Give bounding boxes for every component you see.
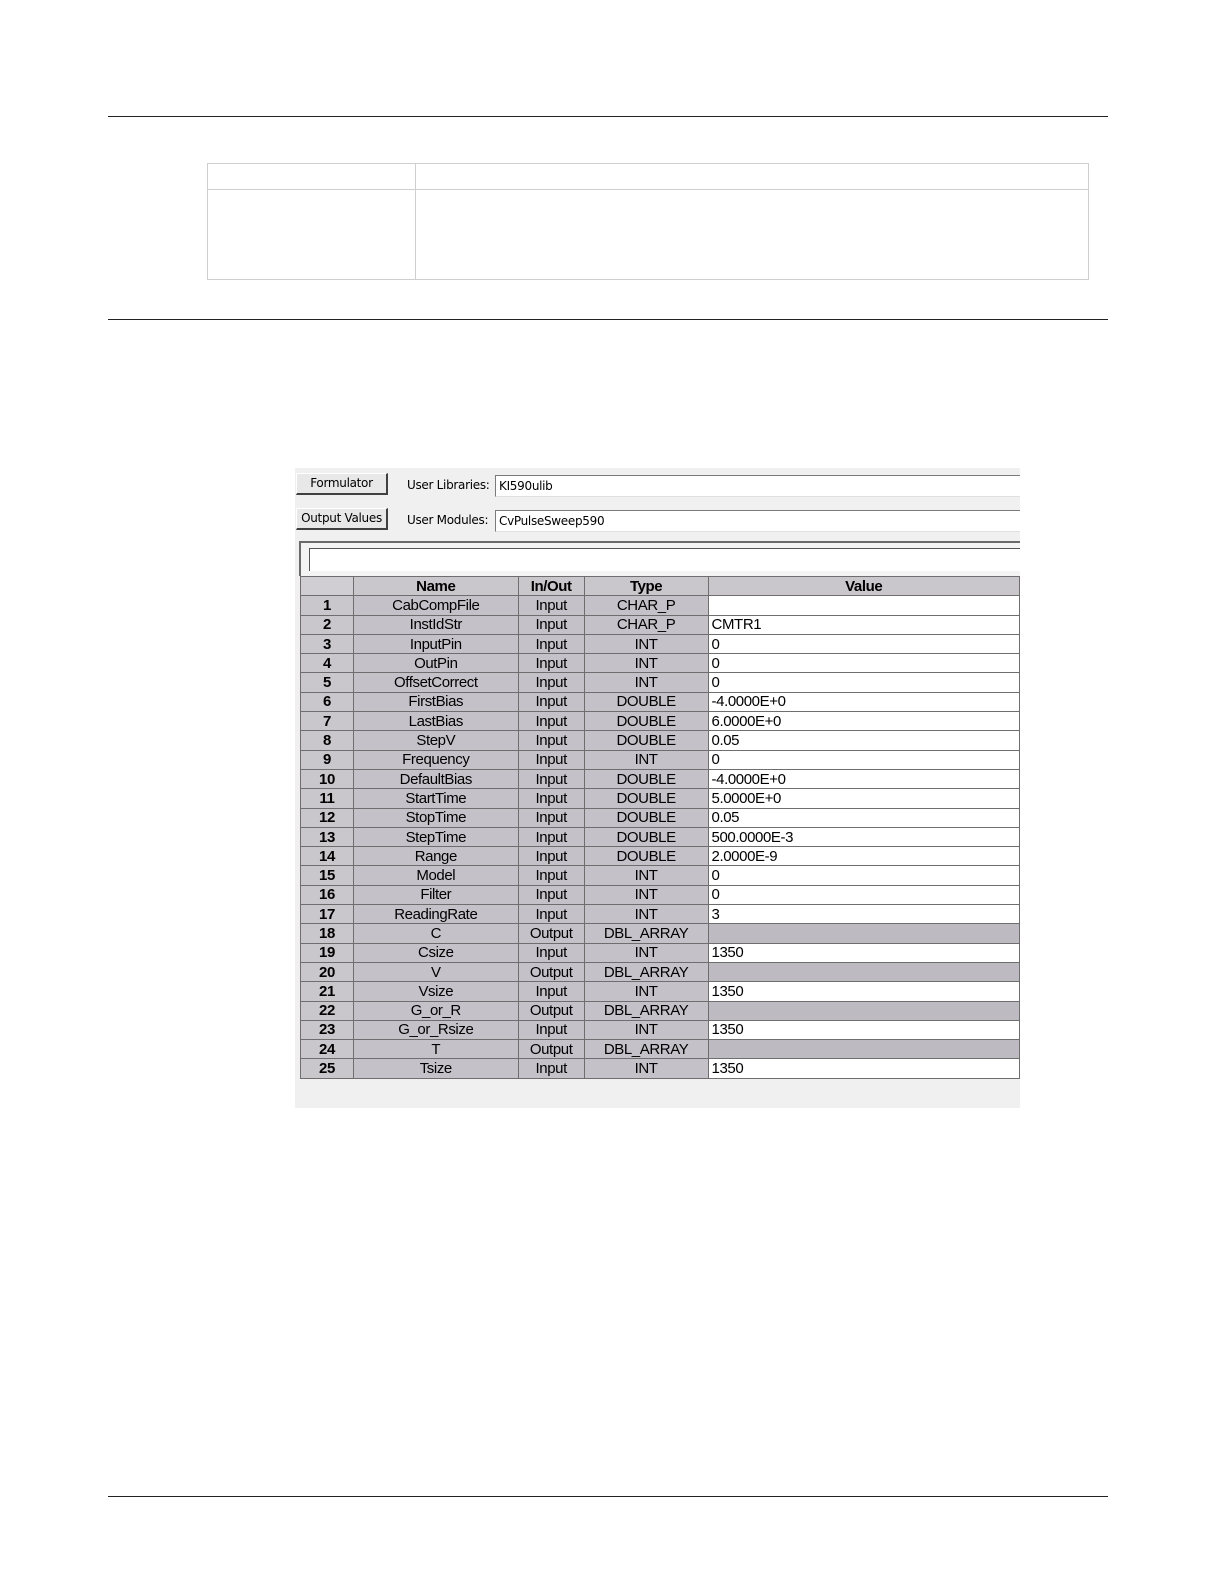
value-cell[interactable] [708,1001,1019,1020]
row-number-cell[interactable]: 8 [301,731,354,750]
row-number-cell[interactable]: 4 [301,654,354,673]
table-row[interactable] [301,731,1020,750]
table-row[interactable] [301,866,1020,885]
in-out-cell: Input [518,712,584,731]
row-number-cell[interactable]: 9 [301,750,354,769]
in-out-cell: Input [518,885,584,904]
row-number-cell[interactable]: 24 [301,1040,354,1059]
in-out-cell: Input [518,827,584,846]
value-cell[interactable]: 0 [708,885,1019,904]
name-cell: Vsize [353,982,518,1001]
row-number-cell[interactable]: 25 [301,1059,354,1078]
row-number-cell[interactable]: 5 [301,673,354,692]
table-row[interactable] [301,750,1020,769]
table-row[interactable] [301,673,1020,692]
table-row[interactable] [301,1001,1020,1020]
type-cell: CHAR_P [584,615,708,634]
name-cell: StartTime [353,789,518,808]
type-cell: INT [584,1059,708,1078]
value-cell[interactable]: 3 [708,905,1019,924]
value-cell[interactable]: 0 [708,866,1019,885]
in-out-cell: Input [518,905,584,924]
in-out-cell: Input [518,673,584,692]
value-cell[interactable]: 1350 [708,1059,1019,1078]
value-cell[interactable]: 0.05 [708,731,1019,750]
value-cell[interactable]: 1350 [708,1020,1019,1039]
formula-bar [299,541,1020,576]
value-cell[interactable]: 6.0000E+0 [708,712,1019,731]
value-cell[interactable]: 0 [708,673,1019,692]
type-cell: INT [584,982,708,1001]
parameter-grid [300,576,1020,1079]
row-number-cell[interactable]: 7 [301,712,354,731]
row-number-cell[interactable]: 19 [301,943,354,962]
name-cell: C [353,924,518,943]
in-out-cell: Input [518,769,584,788]
in-out-cell: Input [518,692,584,711]
in-out-cell: Input [518,808,584,827]
row-number-cell[interactable]: 15 [301,866,354,885]
row-number-cell[interactable]: 13 [301,827,354,846]
name-cell: Csize [353,943,518,962]
user-libraries-field[interactable]: KI590ulib [495,475,1020,497]
row-number-cell[interactable]: 14 [301,847,354,866]
user-modules-label: User Modules: [407,513,489,527]
value-cell[interactable]: 5.0000E+0 [708,789,1019,808]
in-out-cell: Input [518,1020,584,1039]
document-table [207,163,1089,280]
column-header-in-out[interactable]: In/Out [518,577,584,596]
type-cell: DBL_ARRAY [584,1040,708,1059]
row-number-cell[interactable]: 6 [301,692,354,711]
row-number-cell[interactable]: 21 [301,982,354,1001]
name-cell: OutPin [353,654,518,673]
table-row[interactable] [301,962,1020,981]
type-cell: DOUBLE [584,692,708,711]
table-row[interactable] [301,1020,1020,1039]
formula-input[interactable] [309,548,1020,571]
name-cell: LastBias [353,712,518,731]
row-number-cell[interactable]: 17 [301,905,354,924]
name-cell: StepV [353,731,518,750]
type-cell: DOUBLE [584,827,708,846]
name-cell: Model [353,866,518,885]
in-out-cell: Input [518,866,584,885]
table-row[interactable] [301,808,1020,827]
in-out-cell: Output [518,1001,584,1020]
row-number-cell[interactable]: 12 [301,808,354,827]
type-cell: DBL_ARRAY [584,924,708,943]
table-row[interactable] [301,1040,1020,1059]
table-row[interactable] [301,789,1020,808]
in-out-cell: Input [518,847,584,866]
type-cell: INT [584,885,708,904]
name-cell: Tsize [353,1059,518,1078]
type-cell: INT [584,866,708,885]
in-out-cell: Input [518,750,584,769]
table-row[interactable] [301,596,1020,615]
user-modules-field[interactable]: CvPulseSweep590 [495,510,1020,532]
type-cell: INT [584,905,708,924]
type-cell: DOUBLE [584,769,708,788]
in-out-cell: Output [518,962,584,981]
in-out-cell: Input [518,596,584,615]
type-cell: DBL_ARRAY [584,962,708,981]
value-cell[interactable]: 1350 [708,982,1019,1001]
value-cell[interactable] [708,596,1019,615]
name-cell: FirstBias [353,692,518,711]
table-row[interactable] [301,692,1020,711]
output-values-button[interactable]: Output Values [296,508,388,530]
in-out-cell: Input [518,634,584,653]
value-cell[interactable] [708,1040,1019,1059]
name-cell: ReadingRate [353,905,518,924]
in-out-cell: Input [518,943,584,962]
row-number-cell[interactable]: 18 [301,924,354,943]
table-row[interactable] [301,712,1020,731]
in-out-cell: Input [518,731,584,750]
type-cell: DOUBLE [584,847,708,866]
user-libraries-label: User Libraries: [407,478,490,492]
value-cell[interactable]: 0.05 [708,808,1019,827]
type-cell: INT [584,654,708,673]
in-out-cell: Input [518,654,584,673]
type-cell: DOUBLE [584,808,708,827]
type-cell: DOUBLE [584,789,708,808]
name-cell: Range [353,847,518,866]
grid-header-row [301,577,1020,596]
type-cell: INT [584,943,708,962]
type-cell: INT [584,1020,708,1039]
in-out-cell: Input [518,789,584,808]
table-row[interactable] [301,982,1020,1001]
column-header-value[interactable]: Value [708,577,1019,596]
value-cell[interactable]: -4.0000E+0 [708,769,1019,788]
column-header-type[interactable]: Type [584,577,708,596]
type-cell: INT [584,634,708,653]
in-out-cell: Output [518,1040,584,1059]
name-cell: CabCompFile [353,596,518,615]
section-rule [108,319,1108,320]
table-row[interactable] [301,924,1020,943]
table-row[interactable] [301,943,1020,962]
name-cell: OffsetCorrect [353,673,518,692]
type-cell: CHAR_P [584,596,708,615]
name-cell: Frequency [353,750,518,769]
table-row[interactable] [301,654,1020,673]
table-row[interactable] [301,885,1020,904]
document-table-header-row [208,164,1088,190]
grid-corner-cell[interactable] [301,577,354,596]
name-cell: V [353,962,518,981]
name-cell: InstIdStr [353,615,518,634]
row-number-cell[interactable]: 2 [301,615,354,634]
type-cell: DBL_ARRAY [584,1001,708,1020]
row-number-cell[interactable]: 1 [301,596,354,615]
type-cell: DOUBLE [584,731,708,750]
formulator-button[interactable]: Formulator [296,473,388,495]
table-row[interactable] [301,634,1020,653]
table-row[interactable] [301,769,1020,788]
name-cell: Filter [353,885,518,904]
value-cell[interactable]: 500.0000E-3 [708,827,1019,846]
row-number-cell[interactable]: 22 [301,1001,354,1020]
row-number-cell[interactable]: 3 [301,634,354,653]
in-out-cell: Input [518,982,584,1001]
row-number-cell[interactable]: 11 [301,789,354,808]
value-cell[interactable]: -4.0000E+0 [708,692,1019,711]
name-cell: G_or_Rsize [353,1020,518,1039]
value-cell[interactable]: 0 [708,634,1019,653]
value-cell[interactable] [708,924,1019,943]
table-row[interactable] [301,615,1020,634]
table-row[interactable] [301,827,1020,846]
column-header-name[interactable]: Name [353,577,518,596]
value-cell[interactable]: 1350 [708,943,1019,962]
type-cell: INT [584,750,708,769]
table-row[interactable] [301,1059,1020,1078]
name-cell: InputPin [353,634,518,653]
table-row[interactable] [301,847,1020,866]
user-module-screenshot [295,468,1020,1108]
in-out-cell: Input [518,615,584,634]
type-cell: DOUBLE [584,712,708,731]
document-table-column-divider [415,164,416,279]
value-cell[interactable]: 0 [708,654,1019,673]
name-cell: T [353,1040,518,1059]
row-number-cell[interactable]: 23 [301,1020,354,1039]
footer-rule [108,1496,1108,1497]
in-out-cell: Input [518,1059,584,1078]
name-cell: G_or_R [353,1001,518,1020]
name-cell: StopTime [353,808,518,827]
row-number-cell[interactable]: 20 [301,962,354,981]
row-number-cell[interactable]: 10 [301,769,354,788]
table-row[interactable] [301,905,1020,924]
in-out-cell: Output [518,924,584,943]
type-cell: INT [584,673,708,692]
name-cell: DefaultBias [353,769,518,788]
name-cell: StepTime [353,827,518,846]
value-cell[interactable]: 2.0000E-9 [708,847,1019,866]
row-number-cell[interactable]: 16 [301,885,354,904]
value-cell[interactable] [708,962,1019,981]
header-rule [108,116,1108,117]
value-cell[interactable]: 0 [708,750,1019,769]
value-cell[interactable]: CMTR1 [708,615,1019,634]
